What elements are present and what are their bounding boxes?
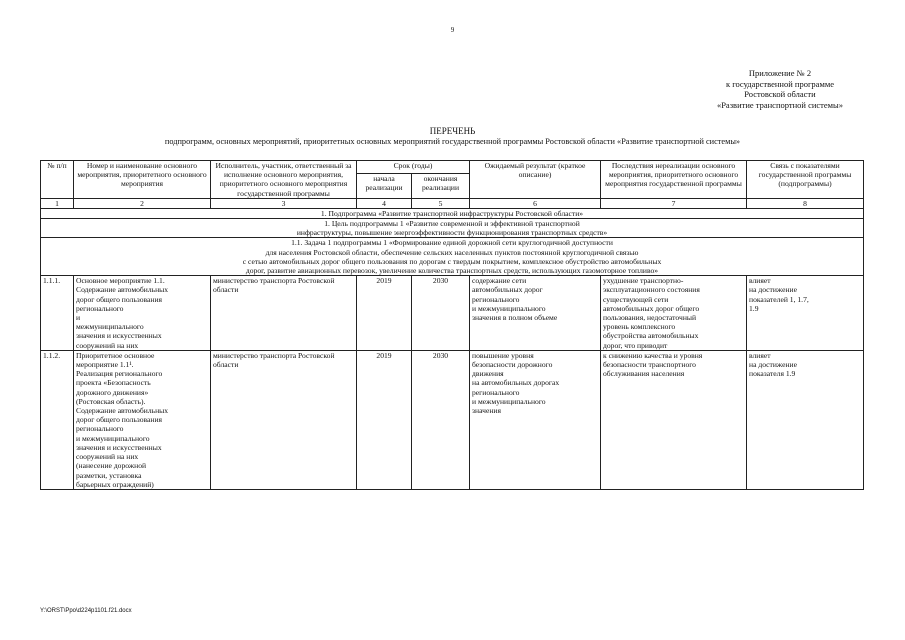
link-line: на достижение: [749, 285, 797, 295]
appendix-line: к государственной программе: [725, 78, 834, 89]
row-executor: министерство транспорта Ростовской области: [211, 350, 357, 489]
name-line: Основное мероприятие 1.1.: [76, 276, 165, 286]
column-number: 1: [41, 198, 74, 208]
result-line: и межмуниципального: [472, 396, 546, 406]
table-row: [41, 276, 864, 351]
row-result: [470, 276, 601, 351]
name-line: дорожного движения»: [76, 387, 149, 397]
header-end: окончания реализации: [412, 174, 470, 199]
name-line: мероприятие 1.1¹.: [76, 360, 134, 370]
name-line: Содержание автомобильных: [76, 285, 169, 295]
row-end: 2030: [412, 276, 470, 351]
header-name: Номер и наименование основного мероприятия, приоритетного основного мероприятия: [74, 161, 211, 199]
column-number: 7: [601, 198, 747, 208]
row-end: 2030: [412, 350, 470, 489]
column-number: 4: [357, 198, 412, 208]
header-executor: Исполнитель, участник, ответственный за исполнение основного мероприятия, приоритетного основного мероприятия государственной программы: [211, 161, 357, 199]
name-line: регионального: [76, 303, 124, 313]
name-line: значения и искусственных: [76, 331, 162, 341]
result-line: содержание сети: [472, 276, 527, 286]
consequence-line: обустройства автомобильных: [603, 331, 699, 341]
name-line: сооружений на них: [76, 452, 139, 462]
result-line: повышение уровня: [472, 350, 534, 360]
task-title: [41, 238, 864, 276]
name-line: дорог общего пользования: [76, 415, 163, 425]
header-term: Срок (годы): [357, 161, 470, 174]
header-row: [41, 161, 864, 174]
column-number: 3: [211, 198, 357, 208]
name-line: (Ростовская область).: [76, 396, 146, 406]
link-line: 1.9: [749, 303, 759, 313]
link-line: влияет: [749, 276, 771, 286]
task-line: дорог, развитие авиационных перевозок, увеличение количества транспортных средств, использующих газомоторное топливо»: [245, 266, 659, 276]
consequence-line: пользования, недостаточный: [603, 313, 697, 323]
column-number-row: [41, 198, 864, 208]
link-line: на достижение: [749, 360, 797, 370]
name-line: значения и искусственных: [76, 442, 162, 452]
header-link: Связь с показателями государственной программы (подпрограммы): [747, 161, 864, 199]
name-line: Приоритетное основное: [76, 350, 155, 360]
row-name: [74, 276, 211, 351]
consequence-line: к снижению качества и уровня: [603, 350, 703, 360]
appendix-line: Приложение № 2: [748, 68, 812, 78]
result-line: регионального: [472, 387, 520, 397]
header-result: Ожидаемый результат (краткое описание): [470, 161, 601, 199]
column-number: 2: [74, 198, 211, 208]
consequence-line: существующей сети: [603, 294, 669, 304]
name-line: Реализация регионального: [76, 369, 163, 379]
name-line: барьерных ограждений): [76, 479, 154, 489]
row-consequences: [601, 276, 747, 351]
consequence-line: эксплуатационного состояния: [603, 285, 700, 295]
name-line: межмуниципального: [76, 322, 144, 332]
name-line: (нанесение дорожной: [76, 461, 147, 471]
name-line: и межмуниципального: [76, 433, 150, 443]
name-line: сооружений на них: [76, 340, 139, 350]
row-link: [747, 276, 864, 351]
table-row: [41, 350, 864, 489]
row-executor: министерство транспорта Ростовской области: [211, 276, 357, 351]
result-line: на автомобильных дорогах: [472, 378, 560, 388]
appendix-line: Ростовской области: [744, 89, 816, 99]
result-line: автомобильных дорог: [472, 285, 543, 295]
name-line: Содержание автомобильных: [76, 406, 169, 416]
consequence-line: обслуживания населения: [603, 369, 685, 379]
header-consequences: Последствия нереализации основного мероприятия, приоритетного основного мероприятия государственной программы: [601, 161, 747, 199]
column-number: 6: [470, 198, 601, 208]
goal-line: инфраструктуры, повышение энергоэффективности функционирования транспортных средств»: [296, 228, 608, 238]
column-number: 5: [412, 198, 470, 208]
subprogram-row: [41, 208, 864, 218]
row-start: 2019: [357, 350, 412, 489]
task-row: [41, 238, 864, 276]
name-line: дорог общего пользования: [76, 294, 163, 304]
document-subtitle: подпрограмм, основных мероприятий, приоритетных основных мероприятий государственной программы Ростовской области «Развитие транспортной системы»: [164, 137, 741, 146]
consequence-line: уровень комплексного: [603, 322, 676, 332]
row-start: 2019: [357, 276, 412, 351]
subprogram-title: 1. Подпрограмма «Развитие транспортной инфраструктуры Ростовской области»: [41, 208, 864, 218]
task-line: с сетью автомобильных дорог общего пользования по дорогам с твердым покрытием, комплексное обустройство автомобильных: [242, 256, 662, 266]
task-line: для населения Ростовской области, обеспечение сельских населенных пунктов постоянной круглогодичной связью: [265, 247, 639, 257]
row-number: 1.1.1.: [41, 276, 74, 351]
link-line: показателей 1, 1.7,: [749, 294, 809, 304]
goal-title: [41, 219, 864, 238]
consequence-line: дорог, что приводит: [603, 340, 668, 350]
task-line: 1.1. Задача 1 подпрограммы 1 «Формирование единой дорожной сети круглогодичной доступности: [291, 238, 613, 248]
column-number: 8: [747, 198, 864, 208]
row-link: [747, 350, 864, 489]
activities-table: [40, 160, 864, 490]
consequence-line: ухудшение транспортно-: [603, 276, 684, 286]
result-line: значения в полном объеме: [472, 313, 558, 323]
goal-row: [41, 219, 864, 238]
row-consequences: [601, 350, 747, 489]
row-number: 1.1.2.: [41, 350, 74, 489]
result-line: значения: [472, 406, 501, 416]
goal-line: 1. Цель подпрограммы 1 «Развитие современной и эффективной транспортной: [324, 219, 580, 229]
page-number: 9: [450, 26, 455, 34]
name-line: регионального: [76, 424, 124, 434]
appendix-line: «Развитие транспортной системы»: [716, 99, 843, 110]
header-num: № п/п: [41, 161, 74, 199]
result-line: движения: [472, 369, 504, 379]
name-line: проекта «Безопасность: [76, 378, 151, 388]
document-title: ПЕРЕЧЕНЬ: [429, 126, 476, 136]
row-result: [470, 350, 601, 489]
name-line: и: [76, 313, 81, 323]
name-line: разметки, установка: [76, 470, 142, 480]
consequence-line: безопасности транспортного: [603, 360, 696, 370]
file-path-footer: Y:\ORST\Ppo\d224p1101.f21.docx: [40, 608, 132, 614]
appendix-header: [717, 68, 843, 110]
link-line: показателя 1.9: [749, 369, 796, 379]
result-line: и межмуниципального: [472, 303, 546, 313]
result-line: регионального: [472, 294, 520, 304]
result-line: безопасности дорожного: [472, 360, 553, 370]
link-line: влияет: [749, 350, 771, 360]
header-start: начала реализации: [357, 174, 412, 199]
row-name: [74, 350, 211, 489]
consequence-line: автомобильных дорог общего: [603, 303, 700, 313]
